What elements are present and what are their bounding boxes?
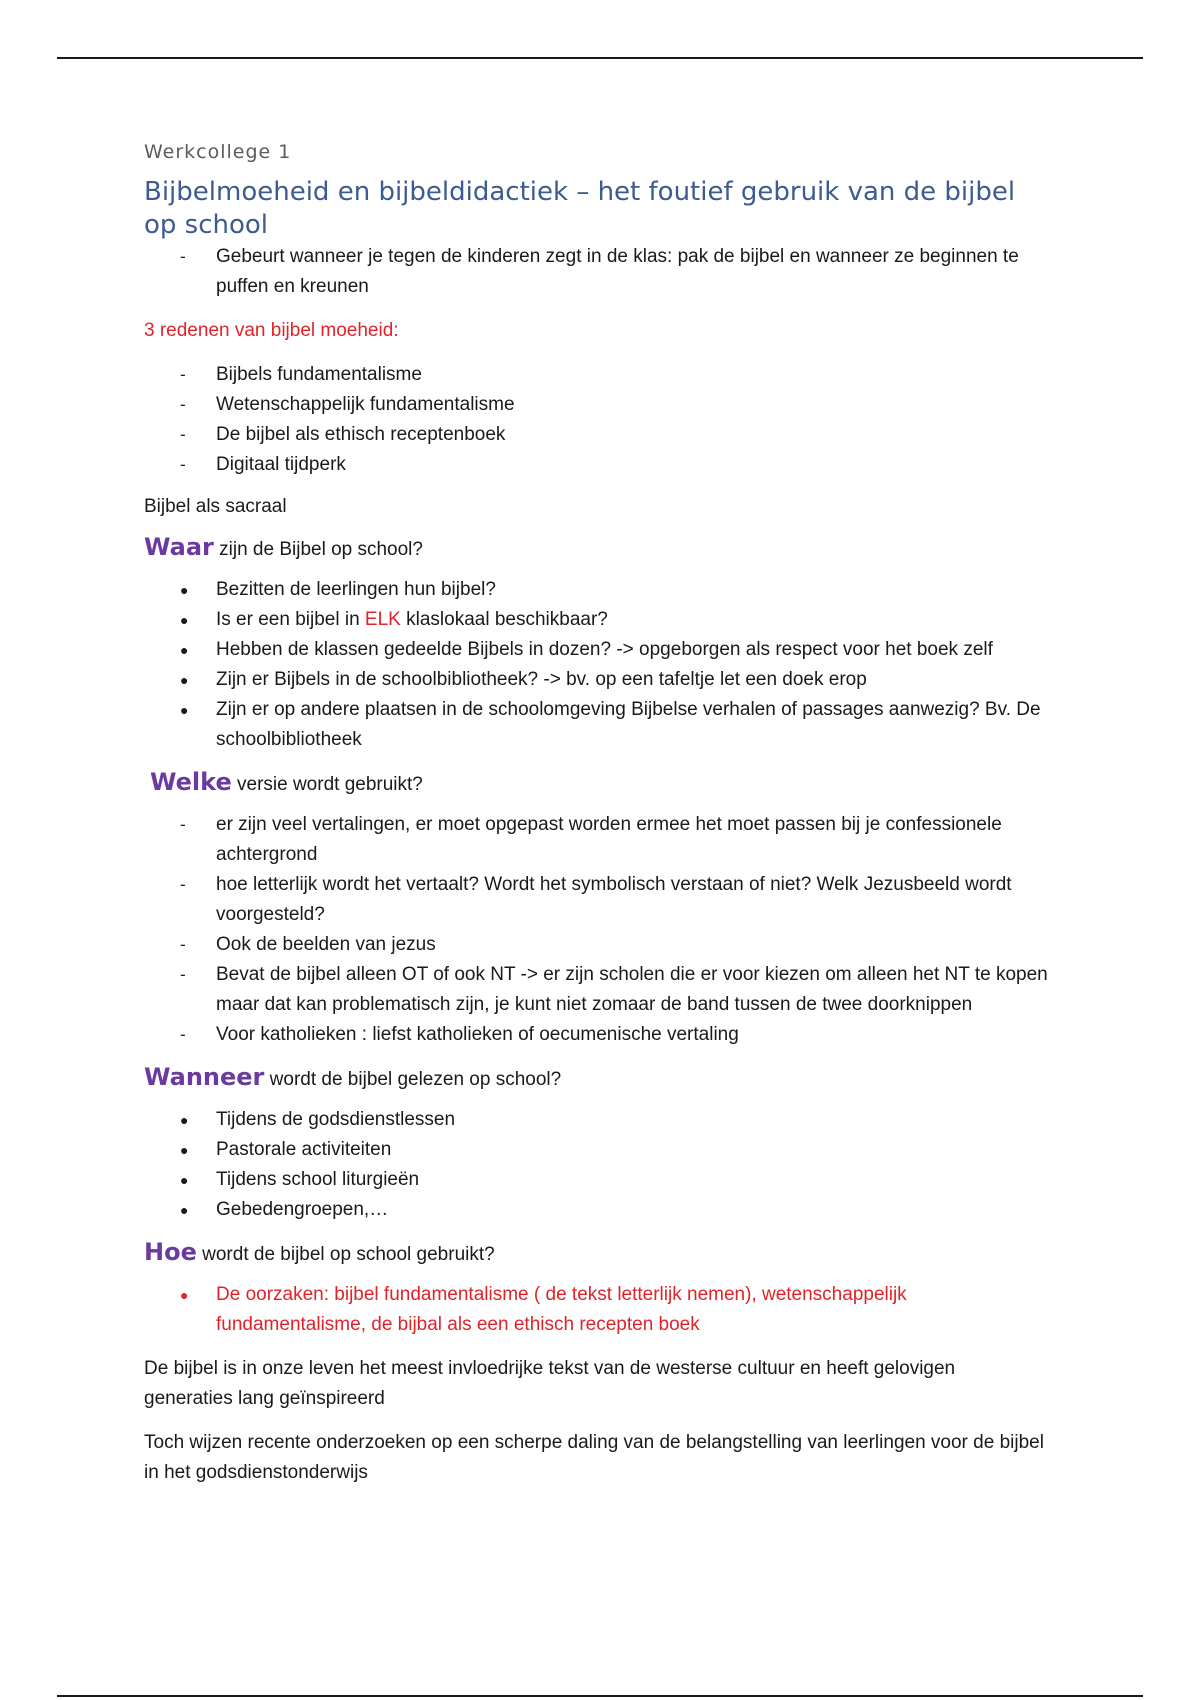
list-item: - er zijn veel vertalingen, er moet opgepast worden ermee het moet passen bij je confessionele achtergrond	[180, 814, 1002, 865]
sacraal-line: Bijbel als sacraal	[144, 496, 287, 517]
list-item: ● Zijn er op andere plaatsen in de schoolomgeving Bijbelse verhalen of passages aanwezig? Bv. De schoolbibliotheek	[180, 699, 1041, 750]
list-item: ● De oorzaken: bijbel fundamentalisme ( de tekst letterlijk nemen), wetenschappelijk fundamentalisme, de bijbal als een ethisch recepten boek	[180, 1284, 907, 1335]
list-item: ● Is er een bijbel in ELK klaslokaal beschikbaar?	[180, 609, 608, 630]
list-item: - Bijbels fundamentalisme	[180, 364, 422, 385]
list-item: ● Bezitten de leerlingen hun bijbel?	[180, 579, 496, 600]
page-title: Bijbelmoeheid en bijbeldidactiek – het foutief gebruik van de bijbel op school	[144, 177, 1016, 240]
list-item: ● Hebben de klassen gedeelde Bijbels in dozen? -> opgeborgen als respect voor het boek zelf	[180, 639, 993, 660]
paragraph: De bijbel is in onze leven het meest invloedrijke tekst van de westerse cultuur en heeft gelovigen generaties lang geïnspireerd	[144, 1358, 956, 1409]
waar-heading: Waar zijn de Bijbel op school?	[144, 533, 423, 561]
list-item: - De bijbel als ethisch receptenboek	[180, 424, 506, 445]
list-item: - Wetenschappelijk fundamentalisme	[180, 394, 515, 415]
list-item: - Digitaal tijdperk	[180, 454, 346, 475]
wanneer-heading: Wanneer wordt de bijbel gelezen op school?	[144, 1063, 562, 1091]
intro-list	[144, 242, 1049, 302]
list-item: ● Gebedengroepen,…	[180, 1199, 389, 1220]
list-item: ● Tijdens de godsdienstlessen	[180, 1109, 456, 1130]
document-page	[144, 140, 1049, 1488]
dash-bullet: -	[180, 247, 186, 266]
reasons-list	[144, 360, 1049, 480]
wanneer-list	[144, 1105, 1049, 1225]
waar-list	[144, 575, 1049, 755]
hoe-heading: Hoe wordt de bijbel op school gebruikt?	[144, 1238, 495, 1266]
list-item: - Ook de beelden van jezus	[180, 934, 436, 955]
list-item: ● Zijn er Bijbels in de schoolbibliotheek? -> bv. op een tafeltje let een doek erop	[180, 669, 867, 690]
welke-list	[144, 810, 1049, 1050]
list-item: - Voor katholieken : liefst katholieken of oecumenische vertaling	[180, 1024, 739, 1045]
bottom-rule	[57, 1695, 1143, 1697]
list-item: ● Pastorale activiteiten	[180, 1139, 392, 1160]
welke-heading: Welke versie wordt gebruikt?	[150, 768, 423, 796]
top-rule	[57, 57, 1143, 59]
document-kicker: Werkcollege 1	[144, 141, 292, 163]
reasons-heading: 3 redenen van bijbel moeheid:	[144, 320, 399, 341]
list-item: ● Tijdens school liturgieën	[180, 1169, 420, 1190]
list-item: - Bevat de bijbel alleen OT of ook NT -> er zijn scholen die er voor kiezen om alleen het NT te kopen maar dat kan problematisch zijn, je kunt niet zomaar de band tussen de twee doorknippen	[180, 964, 1048, 1015]
list-item: - hoe letterlijk wordt het vertaalt? Wordt het symbolisch verstaan of niet? Welk Jezusbeeld wordt voorgesteld?	[180, 874, 1012, 925]
list-item: - Gebeurt wanneer je tegen de kinderen zegt in de klas: pak de bijbel en wanneer ze beginnen te puffen en kreunen	[144, 242, 1049, 302]
hoe-list	[144, 1280, 1049, 1340]
paragraph: Toch wijzen recente onderzoeken op een scherpe daling van de belangstelling van leerlingen voor de bijbel in het godsdienstonderwijs	[144, 1432, 1044, 1483]
